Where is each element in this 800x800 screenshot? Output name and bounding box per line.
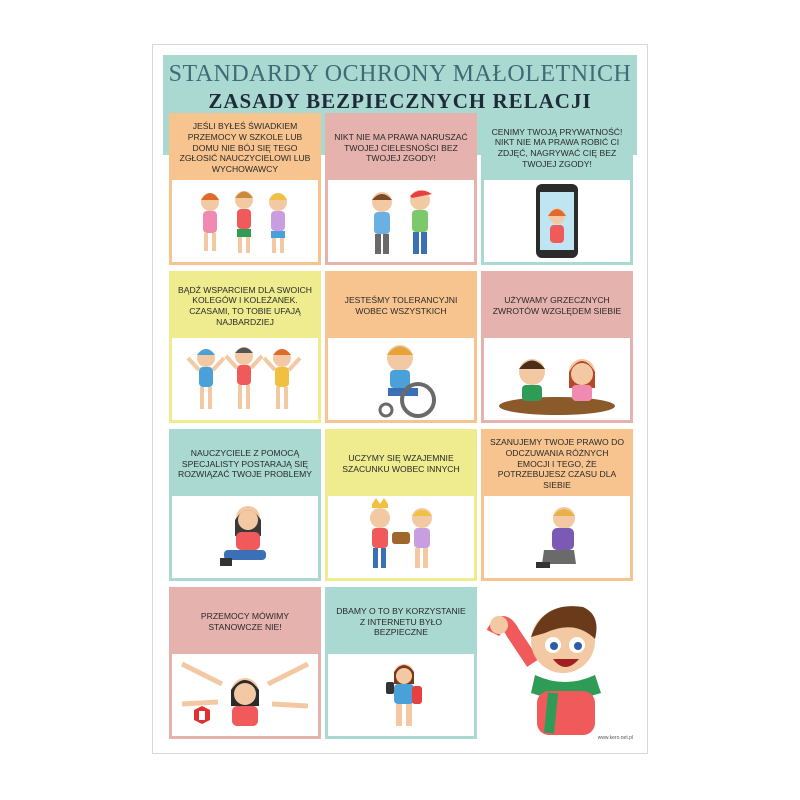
rule-card-teachers-help xyxy=(169,429,321,581)
rule-card-privacy xyxy=(481,113,633,265)
rule-text: PRZEMOCY MÓWIMY STANOWCZE NIE! xyxy=(172,590,318,654)
rule-text: JEŚLI BYŁEŚ ŚWIADKIEM PRZEMOCY W SZKOLE LUB DOMU NIE BÓJ SIĘ TEGO ZGŁOSIĆ NAUCZYCIELOWI LUB WYCHOWAWCY xyxy=(172,116,318,180)
footer-credit: www.kero.net.pl xyxy=(597,735,633,741)
rule-text: UCZYMY SIĘ WZAJEMNIE SZACUNKU WOBEC INNYCH xyxy=(328,432,474,496)
talking-children-icon xyxy=(484,338,630,420)
rule-card-polite-words xyxy=(481,271,633,423)
rule-text: SZANUJEMY TWOJE PRAWO DO ODCZUWANIA RÓŻNYCH EMOCJI I TEGO, ŻE POTRZEBUJESZ CZASU DLA SIEBIE xyxy=(484,432,630,496)
rule-text: DBAMY O TO BY KORZYSTANIE Z INTERNETU BYŁO BEZPIECZNE xyxy=(328,590,474,654)
smartphone-icon xyxy=(484,180,630,262)
rule-text: NIKT NIE MA PRAWA NARUSZAĆ TWOJEJ CIELESNOŚCI BEZ TWOJEJ ZGODY! xyxy=(328,116,474,180)
two-boys-icon xyxy=(328,180,474,262)
poster xyxy=(152,44,648,754)
rule-text: JESTEŚMY TOLERANCYJNI WOBEC WSZYSTKICH xyxy=(328,274,474,338)
rule-card-body-autonomy xyxy=(325,113,477,265)
rule-card-emotions xyxy=(481,429,633,581)
girl-with-phone-icon xyxy=(328,654,474,736)
stop-bullying-icon xyxy=(172,654,318,736)
wheelchair-boy-icon xyxy=(328,338,474,420)
rule-card-say-no-to-violence xyxy=(169,587,321,739)
rule-card-support-friends xyxy=(169,271,321,423)
waving-boy-icon xyxy=(483,593,633,743)
rule-card-mutual-respect xyxy=(325,429,477,581)
sharing-children-icon xyxy=(328,496,474,578)
rule-card-report-violence xyxy=(169,113,321,265)
poster-subtitle: ZASADY BEZPIECZNYCH RELACJI xyxy=(208,89,592,113)
cheering-children-icon xyxy=(172,338,318,420)
rule-text: NAUCZYCIELE Z POMOCĄ SPECJALISTY POSTARAJĄ SIĘ ROZWIĄZAĆ TWOJE PROBLEMY xyxy=(172,432,318,496)
rule-text: BĄDŹ WSPARCIEM DLA SWOICH KOLEGÓW I KOLEŻANEK. CZASAMI, TO TOBIE UFAJĄ NAJBARDZIEJ xyxy=(172,274,318,338)
poster-title: STANDARDY OCHRONY MAŁOLETNICH xyxy=(168,61,632,87)
sitting-girl-icon xyxy=(484,496,630,578)
rule-card-tolerance xyxy=(325,271,477,423)
rule-card-internet-safety xyxy=(325,587,477,739)
three-children-icon xyxy=(172,180,318,262)
rule-text: CENIMY TWOJĄ PRYWATNOŚĆ! NIKT NIE MA PRAWA ROBIĆ CI ZDJĘĆ, NAGRYWAĆ CIĘ BEZ TWOJEJ ZGODY! xyxy=(484,116,630,180)
rule-text: UŻYWAMY GRZECZNYCH ZWROTÓW WZGLĘDEM SIEBIE xyxy=(484,274,630,338)
sad-girl-icon xyxy=(172,496,318,578)
